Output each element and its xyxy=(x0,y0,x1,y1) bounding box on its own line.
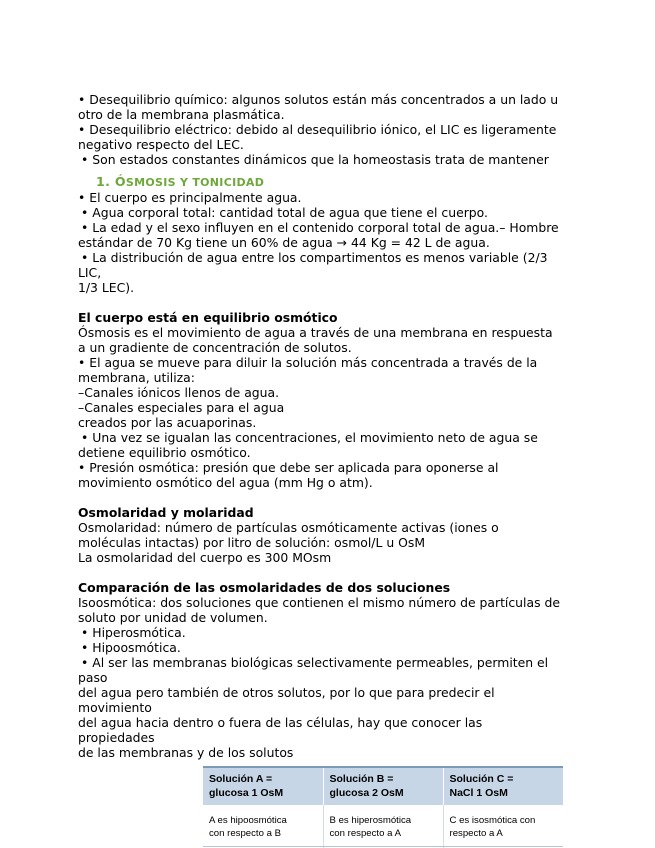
cell-line: B es hiperosmótica xyxy=(329,815,412,826)
comparacion-list xyxy=(78,595,583,760)
intro-line: otro de la membrana plasmática. xyxy=(78,107,285,122)
equilibrio-line: a un gradiente de concentración de solutos. xyxy=(78,340,352,355)
comparacion-line: propiedades xyxy=(78,730,155,745)
header-line: glucosa 2 OsM xyxy=(329,787,404,799)
comparacion-line: • Hipoosmótica. xyxy=(81,640,181,655)
table-cell xyxy=(323,805,443,847)
comparacion-line: • Hiperosmótica. xyxy=(81,625,186,640)
intro-list xyxy=(78,92,583,167)
comparacion-line: movimiento xyxy=(78,700,152,715)
osmolaridad-line: La osmolaridad del cuerpo es 300 MOsm xyxy=(78,550,332,565)
intro-line: • Desequilibrio eléctrico: debido al desequilibrio iónico, el LIC es ligeramente xyxy=(78,122,557,137)
cell-line: C es isosmótica con xyxy=(449,815,536,826)
equilibrio-line: detiene equilibrio osmótico. xyxy=(78,445,251,460)
comparacion-line: de las membranas y de los solutos xyxy=(78,745,294,760)
osmolaridad-line: moléculas intactas) por litro de solución: osmol/L u OsM xyxy=(78,535,426,550)
table-header-cell-a xyxy=(203,767,323,805)
section-title-osmosis xyxy=(96,174,583,190)
section-number: 1. xyxy=(96,174,115,189)
equilibrio-line: membrana, utiliza: xyxy=(78,370,195,385)
osmosis-line: 1/3 LEC). xyxy=(78,280,135,295)
table-row xyxy=(203,805,563,847)
equilibrio-line: • Presión osmótica: presión que debe ser aplicada para oponerse al xyxy=(78,460,499,475)
osmolarity-table xyxy=(203,766,563,848)
section-title-rest: SMOSIS Y TONICIDAD xyxy=(125,176,265,189)
spacer xyxy=(78,565,583,580)
table-header-cell-b xyxy=(323,767,443,805)
cell-line: respecto a A xyxy=(449,828,503,839)
equilibrio-line: • El agua se mueve para diluir la solución más concentrada a través de la xyxy=(78,355,538,370)
comparacion-line: paso xyxy=(78,670,108,685)
table-header-row xyxy=(203,767,563,805)
intro-line: negativo respecto del LEC. xyxy=(78,137,244,152)
table-cell xyxy=(203,805,323,847)
header-line: Solución A = xyxy=(209,773,273,785)
header-line: NaCl 1 OsM xyxy=(449,787,508,799)
heading-osmolaridad: Osmolaridad y molaridad xyxy=(78,505,254,520)
cell-line: con respecto a A xyxy=(329,828,401,839)
osmosis-line: LIC, xyxy=(78,265,102,280)
osmosis-line: • La edad y el sexo influyen en el contenido corporal total de agua.– Hombre xyxy=(81,220,559,235)
osmolarity-table-wrapper xyxy=(203,766,563,848)
osmolaridad-line: Osmolaridad: número de partículas osmóticamente activas (iones o xyxy=(78,520,499,535)
equilibrio-line: Ósmosis es el movimiento de agua a través de una membrana en respuesta xyxy=(78,325,553,340)
osmosis-list xyxy=(78,190,583,295)
intro-line: • Desequilibrio químico: algunos solutos están más concentrados a un lado u xyxy=(78,92,559,107)
heading-comparacion: Comparación de las osmolaridades de dos soluciones xyxy=(78,580,451,595)
equilibrio-line: –Canales especiales para el agua xyxy=(78,400,285,415)
equilibrio-line: –Canales iónicos llenos de agua. xyxy=(78,385,280,400)
header-line: glucosa 1 OsM xyxy=(209,787,284,799)
intro-line: • Son estados constantes dinámicos que la homeostasis trata de mantener xyxy=(81,152,549,167)
table-header-cell-c xyxy=(443,767,563,805)
heading-equilibrio: El cuerpo está en equilibrio osmótico xyxy=(78,310,338,325)
spacer xyxy=(78,295,583,310)
osmosis-line: • El cuerpo es principalmente agua. xyxy=(78,190,302,205)
osmosis-line: • Agua corporal total: cantidad total de agua que tiene el cuerpo. xyxy=(81,205,488,220)
comparacion-line: del agua pero también de otros solutos, por lo que para predecir el xyxy=(78,685,495,700)
equilibrio-line: movimiento osmótico del agua (mm Hg o atm). xyxy=(78,475,373,490)
header-line: Solución C = xyxy=(449,773,514,785)
equilibrio-list xyxy=(78,325,583,490)
comparacion-line: Isoosmótica: dos soluciones que contienen el mismo número de partículas de xyxy=(78,595,560,610)
cell-line: A es hipoosmótica xyxy=(209,815,287,826)
spacer xyxy=(78,490,583,505)
document-body xyxy=(78,92,583,760)
table-cell xyxy=(443,805,563,847)
comparacion-line: del agua hacia dentro o fuera de las células, hay que conocer las xyxy=(78,715,483,730)
equilibrio-line: creados por las acuaporinas. xyxy=(78,415,257,430)
osmolaridad-list xyxy=(78,520,583,565)
header-line: Solución B = xyxy=(329,773,394,785)
comparacion-line: soluto por unidad de volumen. xyxy=(78,610,268,625)
cell-line: con respecto a B xyxy=(209,828,281,839)
osmosis-line: • La distribución de agua entre los compartimentos es menos variable (2/3 xyxy=(81,250,548,265)
osmosis-line: estándar de 70 Kg tiene un 60% de agua → 44 Kg = 42 L de agua. xyxy=(78,235,490,250)
section-title-initial: Ó xyxy=(114,174,126,189)
equilibrio-line: • Una vez se igualan las concentraciones, el movimiento neto de agua se xyxy=(81,430,538,445)
comparacion-line: • Al ser las membranas biológicas selectivamente permeables, permiten el xyxy=(81,655,549,670)
